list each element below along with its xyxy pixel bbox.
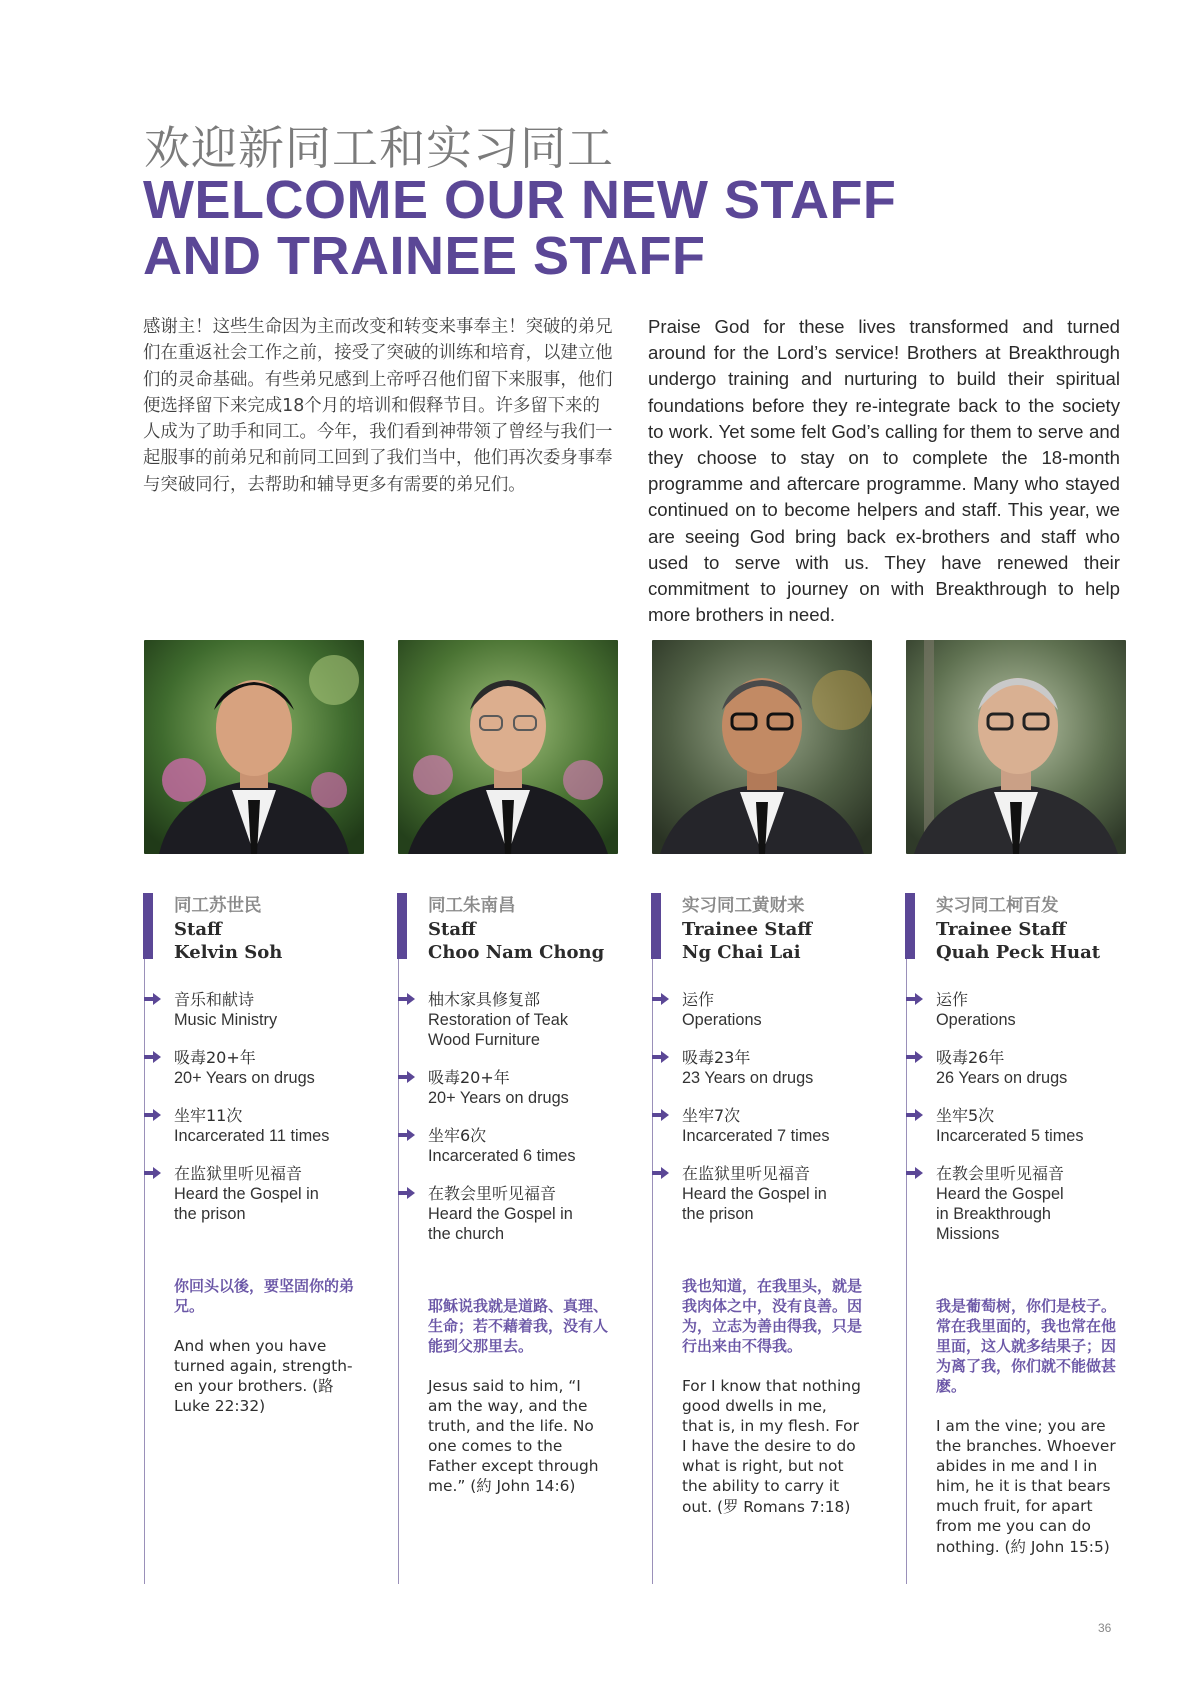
arrow-right-icon bbox=[398, 992, 416, 1006]
fact-english: 20+ Years on drugs bbox=[428, 1089, 569, 1107]
verse-chinese: 耶稣说我就是道路、真理、生命；若不藉着我，没有人能到父那里去。 bbox=[428, 1297, 609, 1355]
verse-english: I am the vine; you are the branches. Whoever abides in me and I in him, he it is that bears much fruit, for apart from me you can do nothing. (約 John 15:5) bbox=[936, 1417, 1116, 1556]
title-line-2: AND TRAINEE STAFF bbox=[143, 226, 706, 286]
staff-photo bbox=[144, 640, 364, 854]
bible-verse bbox=[174, 1276, 364, 1416]
role-english: Staff bbox=[428, 919, 476, 940]
fact-english: Incarcerated 6 times bbox=[428, 1147, 576, 1165]
arrow-right-icon bbox=[906, 1108, 924, 1122]
role-chinese: 实习同工黄财来 bbox=[682, 896, 805, 916]
staff-name-block bbox=[936, 894, 1131, 964]
arrow-right-icon bbox=[144, 992, 162, 1006]
staff-name: Choo Nam Chong bbox=[428, 942, 605, 963]
fact-chinese: 在教会里听见福音 bbox=[428, 1184, 557, 1203]
staff-card-1 bbox=[144, 640, 364, 1590]
arrow-right-icon bbox=[398, 1186, 416, 1200]
arrow-right-icon bbox=[652, 1166, 670, 1180]
staff-photo bbox=[398, 640, 618, 854]
fact-item bbox=[652, 1106, 872, 1146]
staff-photo bbox=[906, 640, 1126, 854]
fact-chinese: 吸毒23年 bbox=[682, 1048, 751, 1067]
fact-chinese: 吸毒20+年 bbox=[174, 1048, 256, 1067]
card-accent-bar bbox=[905, 893, 915, 959]
fact-chinese: 坐牢5次 bbox=[936, 1106, 995, 1125]
fact-item bbox=[398, 1184, 618, 1244]
fact-list bbox=[652, 990, 872, 1242]
fact-item bbox=[906, 1106, 1126, 1146]
bible-verse bbox=[936, 1296, 1126, 1557]
card-accent-bar bbox=[143, 893, 153, 959]
page-title-chinese: 欢迎新同工和实习同工 bbox=[144, 121, 614, 175]
arrow-right-icon bbox=[906, 1050, 924, 1064]
fact-chinese: 吸毒26年 bbox=[936, 1048, 1005, 1067]
card-accent-bar bbox=[651, 893, 661, 959]
fact-english: Heard the Gospel in the prison bbox=[174, 1185, 319, 1223]
role-chinese: 同工苏世民 bbox=[174, 896, 262, 916]
fact-chinese: 坐牢6次 bbox=[428, 1126, 487, 1145]
arrow-right-icon bbox=[652, 1108, 670, 1122]
page-title-english bbox=[143, 172, 896, 284]
fact-item bbox=[398, 1068, 618, 1108]
fact-item bbox=[906, 990, 1126, 1030]
fact-chinese: 运作 bbox=[682, 990, 715, 1009]
arrow-right-icon bbox=[144, 1050, 162, 1064]
arrow-right-icon bbox=[144, 1166, 162, 1180]
fact-item bbox=[652, 990, 872, 1030]
verse-english: For I know that nothing good dwells in me, that is, in my flesh. For I have the desire to do what is right, but not the ability to carry it out. (罗 Romans 7:18) bbox=[682, 1377, 861, 1516]
fact-list bbox=[398, 990, 618, 1262]
fact-item bbox=[906, 1164, 1126, 1244]
arrow-right-icon bbox=[652, 1050, 670, 1064]
intro-paragraph-english: Praise God for these lives transformed and turned around for the Lord’s service! Brothers at Breakthrough undergo training and nurturing to build their spiritual foundations before they re-integrate back to the society to work. Yet some felt God’s calling for them to serve and they choose to stay on to complete the 18-month programme and aftercare programme. Many who stayed continued on to become helpers and staff. This year, we are seeing God bring back ex-brothers and staff who used to serve with us. They have renewed their commitment to journey on with Breakthrough to help more brothers in need. bbox=[648, 316, 1120, 626]
fact-english: Operations bbox=[936, 1011, 1016, 1029]
fact-english: 23 Years on drugs bbox=[682, 1069, 814, 1087]
fact-item bbox=[652, 1048, 872, 1088]
fact-list bbox=[906, 990, 1126, 1262]
fact-chinese: 坐牢7次 bbox=[682, 1106, 741, 1125]
verse-chinese: 我也知道，在我里头，就是我肉体之中，没有良善。因为，立志为善由得我，只是行出来由不得我。 bbox=[682, 1277, 863, 1355]
intro-paragraph-chinese: 感谢主！这些生命因为主而改变和转变来事奉主！突破的弟兄们在重返社会工作之前，接受了突破的训练和培育，以建立他们的灵命基础。有些弟兄感到上帝呼召他们留下来服事，他们便选择留下来完成18个月的培训和假释节目。许多留下来的人成为了助手和同工。今年，我们看到神带领了曾经与我们一起服事的前弟兄和前同工回到了我们当中，他们再次委身事奉与突破同行，去帮助和辅导更多有需要的弟兄们。 bbox=[143, 317, 613, 495]
arrow-right-icon bbox=[906, 1166, 924, 1180]
staff-name: Quah Peck Huat bbox=[936, 942, 1101, 963]
fact-chinese: 柚木家具修复部 bbox=[428, 990, 541, 1009]
fact-english: Operations bbox=[682, 1011, 762, 1029]
fact-chinese: 吸毒20+年 bbox=[428, 1068, 510, 1087]
fact-chinese: 坐牢11次 bbox=[174, 1106, 243, 1125]
arrow-right-icon bbox=[906, 992, 924, 1006]
fact-item bbox=[398, 990, 618, 1050]
fact-item bbox=[144, 990, 364, 1030]
role-chinese: 实习同工柯百发 bbox=[936, 896, 1059, 916]
role-chinese: 同工朱南昌 bbox=[428, 896, 516, 916]
fact-list bbox=[144, 990, 364, 1242]
fact-item bbox=[144, 1106, 364, 1146]
staff-card-4 bbox=[906, 640, 1126, 1590]
card-accent-bar bbox=[397, 893, 407, 959]
fact-chinese: 运作 bbox=[936, 990, 969, 1009]
fact-english: Incarcerated 7 times bbox=[682, 1127, 830, 1145]
verse-english: Jesus said to him, “I am the way, and the truth, and the life. No one comes to the Father except through me.” (約 John 14:6) bbox=[428, 1377, 599, 1496]
fact-english: Heard the Gospel in the church bbox=[428, 1205, 573, 1243]
verse-chinese: 你回头以後，要坚固你的弟兄。 bbox=[174, 1277, 355, 1315]
verse-chinese: 我是葡萄树，你们是枝子。常在我里面的，我也常在他里面，这人就多结果子；因为离了我，你们就不能做甚麽。 bbox=[936, 1297, 1117, 1395]
fact-english: Incarcerated 11 times bbox=[174, 1127, 330, 1145]
verse-english: And when you have turned again, strength-en your brothers. (路 Luke 22:32) bbox=[174, 1337, 353, 1416]
fact-chinese: 在监狱里听见福音 bbox=[682, 1164, 811, 1183]
fact-item bbox=[906, 1048, 1126, 1088]
staff-card-2 bbox=[398, 640, 618, 1590]
fact-item bbox=[398, 1126, 618, 1166]
staff-card-3 bbox=[652, 640, 872, 1590]
fact-chinese: 在教会里听见福音 bbox=[936, 1164, 1065, 1183]
fact-english: 20+ Years on drugs bbox=[174, 1069, 315, 1087]
bible-verse bbox=[428, 1296, 618, 1497]
role-english: Trainee Staff bbox=[682, 919, 813, 940]
fact-item bbox=[144, 1164, 364, 1224]
bible-verse bbox=[682, 1276, 872, 1517]
staff-name: Kelvin Soh bbox=[174, 942, 283, 963]
staff-name: Ng Chai Lai bbox=[682, 942, 801, 963]
fact-item bbox=[144, 1048, 364, 1088]
arrow-right-icon bbox=[652, 992, 670, 1006]
fact-chinese: 在监狱里听见福音 bbox=[174, 1164, 303, 1183]
staff-name-block bbox=[428, 894, 623, 964]
staff-photo bbox=[652, 640, 872, 854]
role-english: Staff bbox=[174, 919, 222, 940]
fact-english: Heard the Gospel in the prison bbox=[682, 1185, 827, 1223]
staff-name-block bbox=[174, 894, 369, 964]
fact-english: Music Ministry bbox=[174, 1011, 278, 1029]
fact-chinese: 音乐和献诗 bbox=[174, 990, 255, 1009]
title-line-1: WELCOME OUR NEW STAFF bbox=[143, 170, 897, 230]
page-number: 36 bbox=[1098, 1621, 1112, 1635]
staff-name-block bbox=[682, 894, 877, 964]
fact-english: Incarcerated 5 times bbox=[936, 1127, 1084, 1145]
role-english: Trainee Staff bbox=[936, 919, 1067, 940]
fact-english: Heard the Gospel in Breakthrough Missions bbox=[936, 1185, 1064, 1243]
arrow-right-icon bbox=[398, 1128, 416, 1142]
fact-english: Restoration of Teak Wood Furniture bbox=[428, 1011, 568, 1049]
fact-item bbox=[652, 1164, 872, 1224]
arrow-right-icon bbox=[398, 1070, 416, 1084]
arrow-right-icon bbox=[144, 1108, 162, 1122]
fact-english: 26 Years on drugs bbox=[936, 1069, 1068, 1087]
